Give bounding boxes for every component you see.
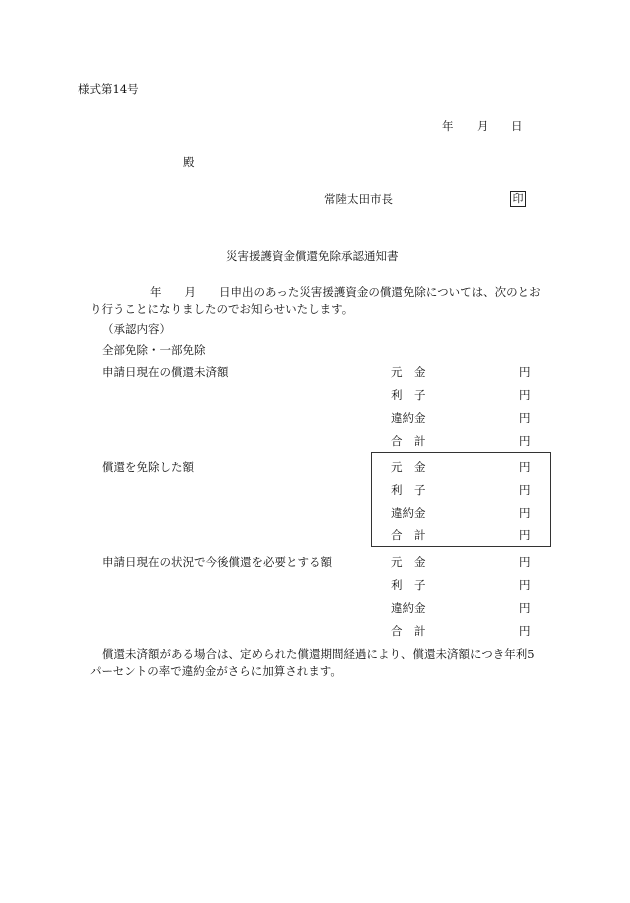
yen-unit: 円 <box>519 624 531 638</box>
yen-unit: 円 <box>519 506 531 520</box>
exemption-type: 全部免除・一部免除 <box>102 343 206 357</box>
yen-unit: 円 <box>519 411 531 425</box>
row-principal: 元 金 <box>391 555 426 569</box>
yen-unit: 円 <box>519 601 531 615</box>
intro-line-2: り行うことになりましたのでお知らせいたします。 <box>90 302 354 316</box>
row-principal: 元 金 <box>391 365 426 379</box>
yen-unit: 円 <box>519 434 531 448</box>
yen-unit: 円 <box>519 528 531 542</box>
yen-unit: 円 <box>519 483 531 497</box>
row-penalty: 違約金 <box>391 601 426 615</box>
yen-unit: 円 <box>519 460 531 474</box>
date-day-label: 日 <box>511 119 523 133</box>
row-principal: 元 金 <box>391 460 426 474</box>
row-penalty: 違約金 <box>391 411 426 425</box>
date-year-label: 年 <box>442 119 454 133</box>
row-interest: 利 子 <box>391 483 426 497</box>
date-month-label: 月 <box>477 119 489 133</box>
row-penalty: 違約金 <box>391 506 426 520</box>
group-label-remaining: 申請日現在の状況で今後償還を必要とする額 <box>102 555 332 569</box>
group-label-outstanding: 申請日現在の償還未済額 <box>102 365 229 379</box>
yen-unit: 円 <box>519 555 531 569</box>
yen-unit: 円 <box>519 365 531 379</box>
document-title: 災害援護資金償還免除承認通知書 <box>226 249 399 263</box>
group-label-exempted: 償還を免除した額 <box>102 460 194 474</box>
row-interest: 利 子 <box>391 578 426 592</box>
yen-unit: 円 <box>519 388 531 402</box>
intro-line-1: 年 月 日申出のあった災害援護資金の償還免除については、次のとお <box>150 285 541 299</box>
issuer-name: 常陸太田市長 <box>324 192 393 206</box>
form-number: 様式第14号 <box>78 82 139 96</box>
row-total: 合 計 <box>391 528 426 542</box>
yen-unit: 円 <box>519 578 531 592</box>
section-header: （承認内容） <box>102 322 171 336</box>
row-total: 合 計 <box>391 434 426 448</box>
row-total: 合 計 <box>391 624 426 638</box>
addressee-suffix: 殿 <box>183 155 195 169</box>
note-line-1: 償還未済額がある場合は、定められた償還期間経過により、償還未済額につき年利5 <box>102 647 535 661</box>
seal-mark: 印 <box>510 191 526 207</box>
note-line-2: パーセントの率で違約金がさらに加算されます。 <box>90 664 342 678</box>
row-interest: 利 子 <box>391 388 426 402</box>
